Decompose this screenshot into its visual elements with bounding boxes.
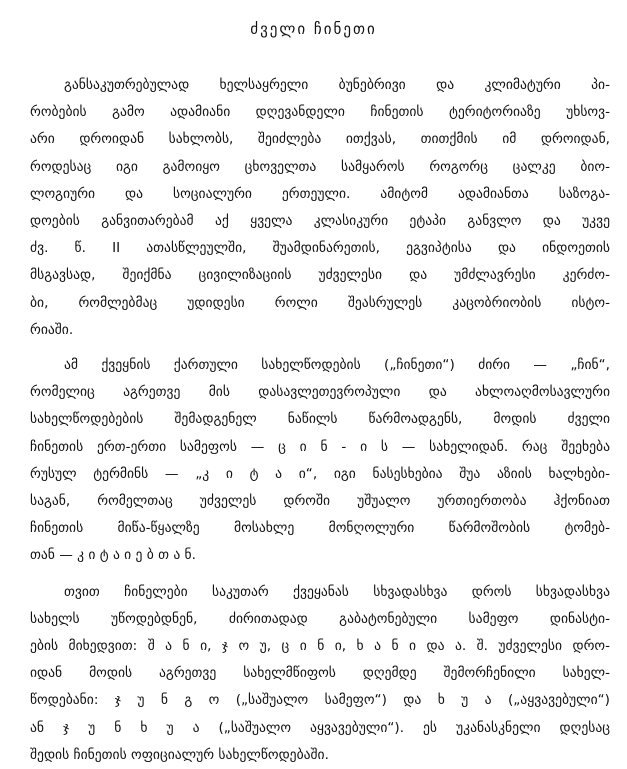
document-body bbox=[30, 72, 610, 769]
text-line: ამ ქვეყნის ქართული სახელწოდების („ჩინეთი“) ძირი — „ჩინ“, bbox=[64, 357, 610, 374]
text-line: ჩინეთის ერთ-ერთი სამეფოს — ც ი ნ - ი ს — სახელიდან. რაც შეეხება bbox=[30, 438, 610, 455]
text-line: დოების განვითარებამ აქ ყველა კლასიკური ეტაპი განვლო და უკვე bbox=[30, 213, 610, 230]
paragraph-gap bbox=[30, 344, 610, 352]
text-line: როდესაც იგი გამოიყო ცხოველთა სამყაროს როგორც ცალკე ბიო- bbox=[30, 158, 610, 175]
text-line: რიაში. bbox=[30, 321, 74, 338]
text-line: რობების გამო ადამიანი დღევანდელი ჩინეთის ტერიტორიაზე უხსოვ- bbox=[30, 104, 610, 121]
text-line: ძვ. წ. II ათასწლეულში, შუამდინარეთის, ეგვიპტისა და ინდოეთის bbox=[30, 240, 610, 257]
text-line: რუსულ ტერმინს — „კ ი ტ ა ი“, იგი ნასესხებია შუა აზიის ხალხები- bbox=[30, 465, 610, 482]
text-line: ან ჯ უ ნ ხ უ ა („საშუალო აყვავებული“). ეს უკანასკნელი დღესაც bbox=[30, 719, 610, 736]
text-line: იდან მოდის აგრეთვე სახელმწიფოს დღემდე შემორჩენილი სახელ- bbox=[30, 665, 610, 682]
page-title: ძველი ჩინეთი bbox=[250, 20, 377, 39]
text-line: თან — კ ი ტ ა ი ე ბ თ ა ნ. bbox=[30, 547, 196, 564]
text-line: საგან, რომელთაც უძველეს დროში უშუალო ურთიერთობა ჰქონიათ bbox=[30, 493, 610, 510]
text-line: ების მიხედვით: შ ა ნ ი, ჯ ო უ, ც ი ნ ი, ხ ა ნ ი და ა. შ. უძველესი დრო- bbox=[30, 638, 610, 655]
text-line: სახელს უწოდებდნენ, ძირითადად გაბატონებული სამეფო დინასტი- bbox=[30, 610, 610, 627]
text-line: ჩინეთის მიწა-წყალზე მოსახლე მონღოლური წარმოშობის ტომებ- bbox=[30, 520, 610, 537]
text-line: მსგავსად, შეიქმნა ცივილიზაციის უძველესი და უმძლავრესი კერძო- bbox=[30, 267, 610, 284]
text-line: ლოგიური და სოციალური ერთეული. ამიტომ ადამიანთა საზოგა- bbox=[30, 185, 610, 202]
text-line: რომელიც აგრეთვე მის დასავლეთევროპული და ახლოაღმოსავლური bbox=[30, 384, 610, 401]
paragraph-1 bbox=[30, 72, 610, 344]
text-line: ბი, რომლებმაც უდიდესი როლი შეასრულეს კაცობრიობის ისტო- bbox=[30, 294, 610, 311]
paragraph-3 bbox=[30, 579, 610, 769]
text-line: სახელწოდებების შემადგენელ ნაწილს წარმოადგენს, მოდის ძველი bbox=[30, 411, 610, 428]
text-line: შედის ჩინეთის ოფიციალურ სახელწოდებაში. bbox=[30, 746, 329, 763]
text-line: თვით ჩინელები საკუთარ ქვეყანას სხვადასხვა დროს სხვადასხვა bbox=[64, 583, 610, 600]
paragraph-gap bbox=[30, 570, 610, 579]
text-line: განსაკუთრებულად ხელსაყრელი ბუნებრივი და კლიმატური პი- bbox=[64, 77, 610, 93]
paragraph-2 bbox=[30, 352, 610, 570]
text-line: არი დროიდან სახლობს, შეიძლება ითქვას, თითქმის იმ დროიდან, bbox=[30, 131, 610, 148]
text-line: წოდებანი: ჯ უ ნ გ ო („საშუალო სამეფო“) და ხ უ ა („აყვავებული“) bbox=[30, 692, 610, 709]
